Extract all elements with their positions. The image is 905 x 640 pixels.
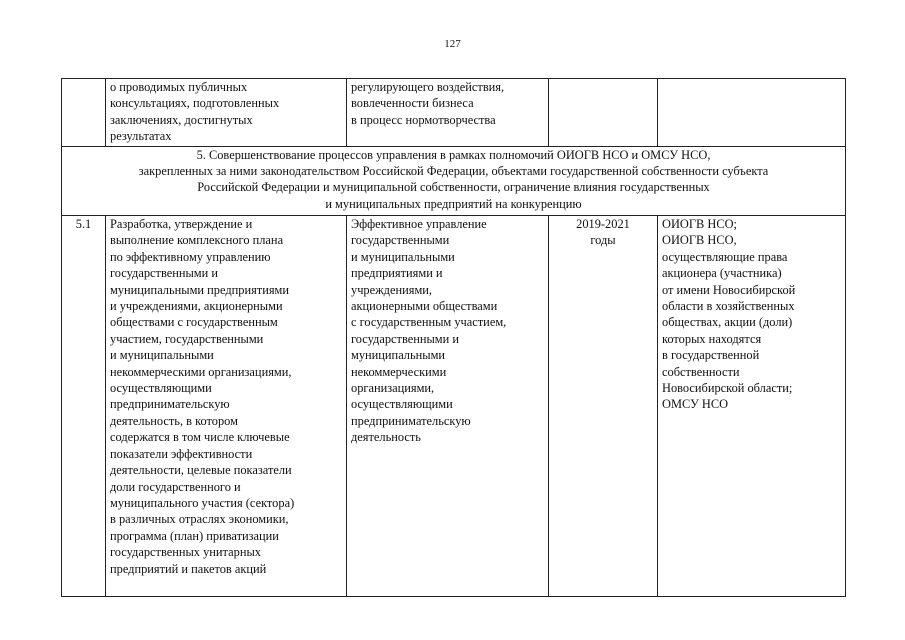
cell-result: регулирующего воздействия, вовлеченности бизнеса в процесс нормотворчества — [347, 79, 549, 147]
measures-table — [61, 78, 846, 597]
cell-executors: ОИОГВ НСО; ОИОГВ НСО, осуществляющие права акционера (участника) от имени Новосибирской области в хозяйственных обществах, акции (доли) которых находятся в государственной собственности Новосибирской области; ОМСУ НСО — [658, 216, 846, 597]
cell-result: Эффективное управление государственными и муниципальными предприятиями и учреждениями, акционерными обществами с государственным участием, государственными и муниципальными некоммерческими организациями, осуществляющими предпринимательскую деятельность — [347, 216, 549, 597]
section-row — [62, 147, 846, 216]
cell-num — [62, 79, 106, 147]
cell-period — [549, 79, 658, 147]
page-number: 127 — [444, 38, 461, 50]
table-row-continued — [62, 79, 846, 147]
cell-executors — [658, 79, 846, 147]
section-title: 5. Совершенствование процессов управления в рамках полномочий ОИОГВ НСО и ОМСУ НСО, закрепленных за ними законодательством Российской Федерации, объектами государственной собственности субъекта Российской Федерации и муниципальной собственности, ограничение влияния государственных и муниципальных предприятий на конкуренцию — [62, 147, 846, 216]
cell-measure: о проводимых публичных консультациях, подготовленных заключениях, достигнутых результатах — [106, 79, 347, 147]
cell-period: 2019-2021 годы — [549, 216, 658, 597]
table-row-5-1 — [62, 216, 846, 597]
cell-measure: Разработка, утверждение и выполнение комплексного плана по эффективному управлению государственными и муниципальными предприятиями и учреждениями, акционерными обществами с государственным участием, государственными и муниципальными некоммерческими организациями, осуществляющими предпринимательскую деятельность, в котором содержатся в том числе ключевые показатели эффективности деятельности, целевые показатели доли государственного и муниципального участия (сектора) в различных отраслях экономики, программа (план) приватизации государственных унитарных предприятий и пакетов акций — [106, 216, 347, 597]
cell-num: 5.1 — [62, 216, 106, 597]
